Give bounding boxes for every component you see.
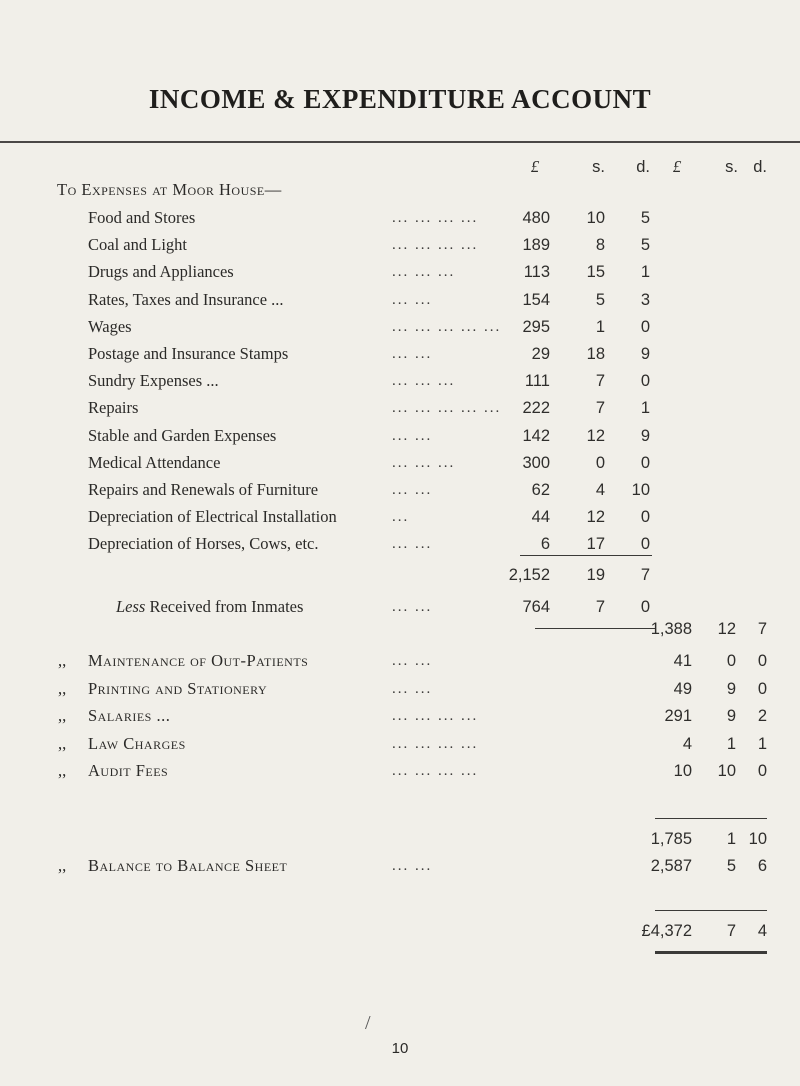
expense-shillings: 12 <box>586 508 605 527</box>
expense-pence: 5 <box>640 236 650 255</box>
header-shillings-1: s. <box>592 158 605 176</box>
expense-pence: 3 <box>640 290 650 309</box>
less-received-label <box>116 597 303 617</box>
less-received-pence: 0 <box>640 598 650 616</box>
total-expenditure-shillings: 1 <box>726 830 736 848</box>
expense-dots: ... ... <box>392 536 433 553</box>
expense-label: Coal and Light <box>88 235 187 255</box>
header-pence-2: d. <box>753 158 767 176</box>
other-item-shillings: 0 <box>726 652 736 670</box>
other-item-dots: ... ... ... ... <box>392 735 479 752</box>
expense-label: Rates, Taxes and Insurance ... <box>88 289 284 309</box>
other-item-pence: 0 <box>757 762 767 781</box>
net-rule <box>535 628 655 629</box>
expense-shillings: 15 <box>586 263 605 282</box>
expense-label: Drugs and Appliances <box>88 262 234 282</box>
grand-total-pounds: £4,372 <box>641 922 692 940</box>
subtotal-rule <box>520 555 652 556</box>
expense-shillings: 4 <box>595 481 605 499</box>
balance-label: Balance to Balance Sheet <box>88 856 288 875</box>
other-item-pence: 0 <box>757 679 767 698</box>
expense-shillings: 1 <box>595 317 605 336</box>
total-expenditure-rule <box>655 818 767 819</box>
less-received-shillings: 7 <box>595 598 605 616</box>
expense-pounds: 111 <box>524 372 550 391</box>
grand-total-rule-bottom <box>655 951 767 954</box>
expense-pence: 9 <box>640 345 650 363</box>
expense-label: Medical Attendance <box>88 452 221 472</box>
expense-pence: 5 <box>640 209 650 227</box>
expense-pence: 10 <box>631 481 650 499</box>
balance-prefix: ,, <box>58 856 67 875</box>
expense-label: Wages <box>88 316 132 336</box>
page-number: 10 <box>391 1040 409 1057</box>
expense-pounds: 6 <box>540 535 550 554</box>
expense-shillings: 0 <box>595 453 605 472</box>
expense-label: Postage and Insurance Stamps <box>88 344 289 363</box>
other-item-pence: 2 <box>757 707 767 726</box>
other-item-prefix: ,, <box>58 651 67 670</box>
expense-pence: 0 <box>640 453 650 472</box>
other-item-shillings: 1 <box>726 734 736 753</box>
expense-dots: ... ... <box>392 291 433 308</box>
page-title: INCOME & EXPENDITURE ACCOUNT <box>148 84 652 114</box>
expense-dots: ... ... ... ... <box>392 237 479 254</box>
other-item-pounds: 41 <box>673 652 692 670</box>
expense-pounds: 113 <box>523 263 550 282</box>
less-label: Less <box>116 597 146 616</box>
other-item-prefix: ,, <box>58 761 67 781</box>
expense-dots: ... ... <box>392 427 433 444</box>
subtotal-pence: 7 <box>640 566 650 584</box>
expense-shillings: 5 <box>595 290 605 309</box>
subtotal-shillings: 19 <box>586 566 605 584</box>
expense-shillings: 7 <box>595 399 605 418</box>
other-item-label: Salaries ... <box>88 706 171 726</box>
less-received-dots: ... ... <box>392 599 433 615</box>
other-item-pounds: 291 <box>664 707 692 726</box>
expense-dots: ... ... ... ... <box>392 210 479 226</box>
expense-pounds: 295 <box>522 317 550 336</box>
expense-dots: ... ... ... ... ... <box>392 318 502 335</box>
expense-pence: 0 <box>640 317 650 336</box>
header-pence-1: d. <box>636 158 650 176</box>
expense-dots: ... ... ... <box>392 264 456 281</box>
expense-shillings: 18 <box>586 345 605 363</box>
other-item-shillings: 9 <box>726 679 736 698</box>
balance-pounds: 2,587 <box>650 857 692 875</box>
other-item-dots: ... ... ... ... <box>392 708 479 725</box>
expense-dots: ... <box>392 509 410 526</box>
expense-pounds: 142 <box>522 426 550 445</box>
net-pounds: 1,388 <box>650 620 692 638</box>
expense-dots: ... ... <box>392 482 433 498</box>
expense-shillings: 17 <box>586 535 605 554</box>
balance-shillings: 5 <box>726 857 736 875</box>
expense-pounds: 44 <box>531 508 550 527</box>
other-item-label: Law Charges <box>88 733 186 753</box>
expense-label: Repairs and Renewals of Furniture <box>88 480 319 499</box>
expense-pence: 1 <box>640 399 650 418</box>
other-item-pence: 1 <box>757 734 767 753</box>
expense-label: Food and Stores <box>88 208 196 227</box>
grand-total-shillings: 7 <box>726 922 736 940</box>
other-item-prefix: ,, <box>58 678 67 698</box>
grand-total-rule-top <box>655 910 767 911</box>
other-item-label: Audit Fees <box>88 761 169 781</box>
other-item-shillings: 10 <box>717 762 736 781</box>
header-shillings-2: s. <box>725 158 738 176</box>
other-item-prefix: ,, <box>58 733 67 753</box>
balance-pence: 6 <box>757 857 767 875</box>
other-item-pounds: 10 <box>673 762 692 781</box>
expense-pounds: 62 <box>531 481 550 499</box>
expense-pounds: 300 <box>522 453 550 472</box>
expense-pounds: 189 <box>522 236 550 255</box>
expense-pence: 0 <box>640 372 650 391</box>
header-pounds-2: £ <box>672 157 682 176</box>
received-label: Received from Inmates <box>145 597 304 616</box>
title-rule <box>0 141 800 143</box>
expense-dots: ... ... ... <box>392 373 456 390</box>
other-item-label: Printing and Stationery <box>88 678 268 698</box>
other-item-dots: ... ... <box>392 653 433 669</box>
less-received-pounds: 764 <box>522 598 550 616</box>
expense-pounds: 154 <box>522 290 550 309</box>
other-item-pounds: 49 <box>673 679 692 698</box>
expense-pounds: 480 <box>522 209 550 227</box>
balance-dots: ... ... <box>392 858 433 874</box>
expense-dots: ... ... ... ... ... <box>392 400 502 417</box>
total-expenditure-pence: 10 <box>748 830 767 848</box>
other-item-prefix: ,, <box>58 706 67 726</box>
expense-pence: 0 <box>640 508 650 527</box>
expense-dots: ... ... ... <box>392 454 456 471</box>
header-pounds-1: £ <box>530 157 540 176</box>
expense-label: Sundry Expenses ... <box>88 371 219 391</box>
other-item-label: Maintenance of Out-Patients <box>88 651 309 670</box>
section-heading: To Expenses at Moor House— <box>57 180 282 199</box>
other-item-dots: ... ... <box>392 680 433 697</box>
net-pence: 7 <box>757 620 767 638</box>
expense-pence: 0 <box>640 535 650 554</box>
subtotal-pounds: 2,152 <box>508 566 550 584</box>
expense-pounds: 29 <box>531 345 550 363</box>
other-item-shillings: 9 <box>726 707 736 726</box>
expense-shillings: 12 <box>586 426 605 445</box>
expense-shillings: 8 <box>595 236 605 255</box>
other-item-pence: 0 <box>757 652 767 670</box>
expense-label: Repairs <box>88 398 139 418</box>
expense-pounds: 222 <box>522 399 550 418</box>
expense-pence: 1 <box>640 263 650 282</box>
other-item-dots: ... ... ... ... <box>392 763 479 780</box>
expense-label: Depreciation of Horses, Cows, etc. <box>88 534 319 554</box>
expense-shillings: 7 <box>595 372 605 391</box>
total-expenditure-pounds: 1,785 <box>650 830 692 848</box>
expense-dots: ... ... <box>392 346 433 362</box>
expense-label: Stable and Garden Expenses <box>88 425 277 445</box>
expense-label: Depreciation of Electrical Installation <box>88 507 337 527</box>
expense-pence: 9 <box>640 426 650 445</box>
other-item-pounds: 4 <box>682 734 692 753</box>
net-shillings: 12 <box>717 620 736 638</box>
grand-total-pence: 4 <box>757 922 767 940</box>
pencil-mark: / <box>365 1012 371 1034</box>
expense-shillings: 10 <box>586 209 605 227</box>
